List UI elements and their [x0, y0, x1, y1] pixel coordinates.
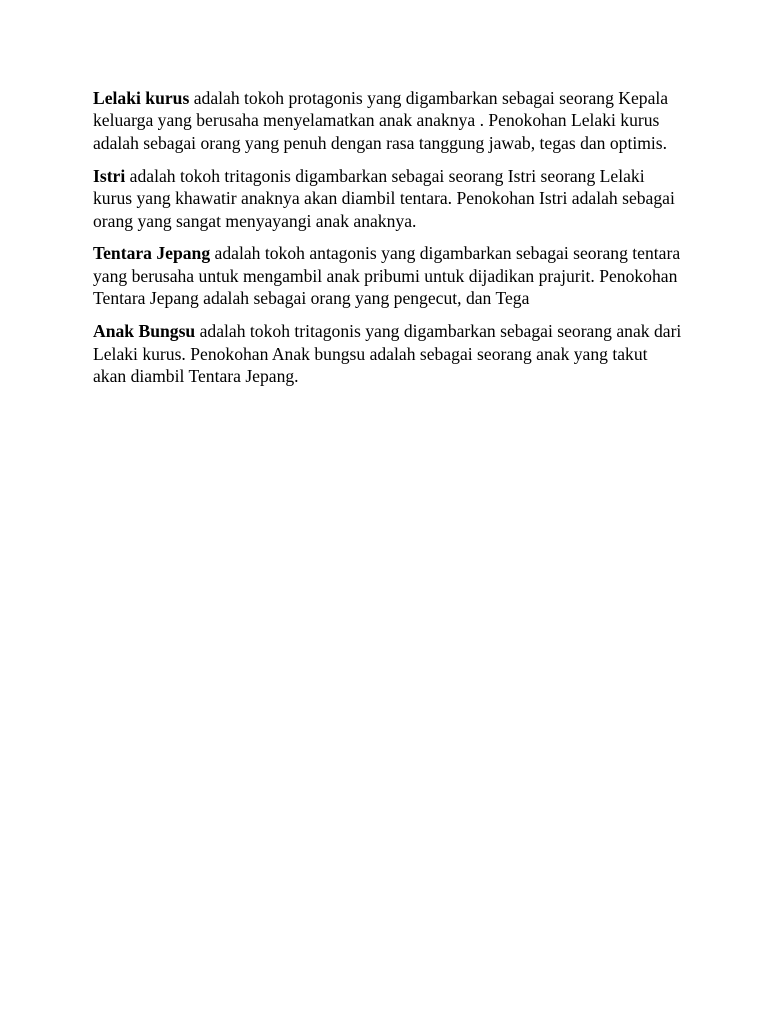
character-name: Istri — [93, 165, 126, 186]
character-description: adalah tokoh protagonis yang digambarkan sebagai seorang Kepala keluarga yang berusaha menyelamatkan anak anaknya . Penokohan Lelaki kurus adalah sebagai orang yang penuh dengan rasa tanggung jawab, tegas dan optimis. — [93, 88, 669, 153]
character-name: Tentara Jepang — [93, 243, 211, 264]
character-name: Lelaki kurus — [93, 88, 190, 108]
paragraph-anak-bungsu — [93, 320, 683, 387]
paragraph-lelaki-kurus — [93, 87, 683, 154]
paragraph-istri — [93, 165, 683, 232]
character-description: adalah tokoh tritagonis digambarkan sebagai seorang Istri seorang Lelaki kurus yang khawatir anaknya akan diambil tentara. Penokohan Istri adalah sebagai orang yang sangat menyayangi anak anaknya. — [93, 165, 675, 231]
character-description: adalah tokoh antagonis yang digambarkan sebagai seorang tentara yang berusaha untuk mengambil anak pribumi untuk dijadikan prajurit. Penokohan Tentara Jepang adalah sebagai orang yang pengecut, dan Tega — [93, 243, 681, 309]
paragraph-tentara-jepang — [93, 242, 683, 309]
character-description: adalah tokoh tritagonis yang digambarkan sebagai seorang anak dari Lelaki kurus. Penokohan Anak bungsu adalah sebagai seorang anak yang takut akan diambil Tentara Jepang. — [93, 321, 682, 386]
document-body — [93, 87, 683, 398]
character-name: Anak Bungsu — [93, 321, 196, 342]
